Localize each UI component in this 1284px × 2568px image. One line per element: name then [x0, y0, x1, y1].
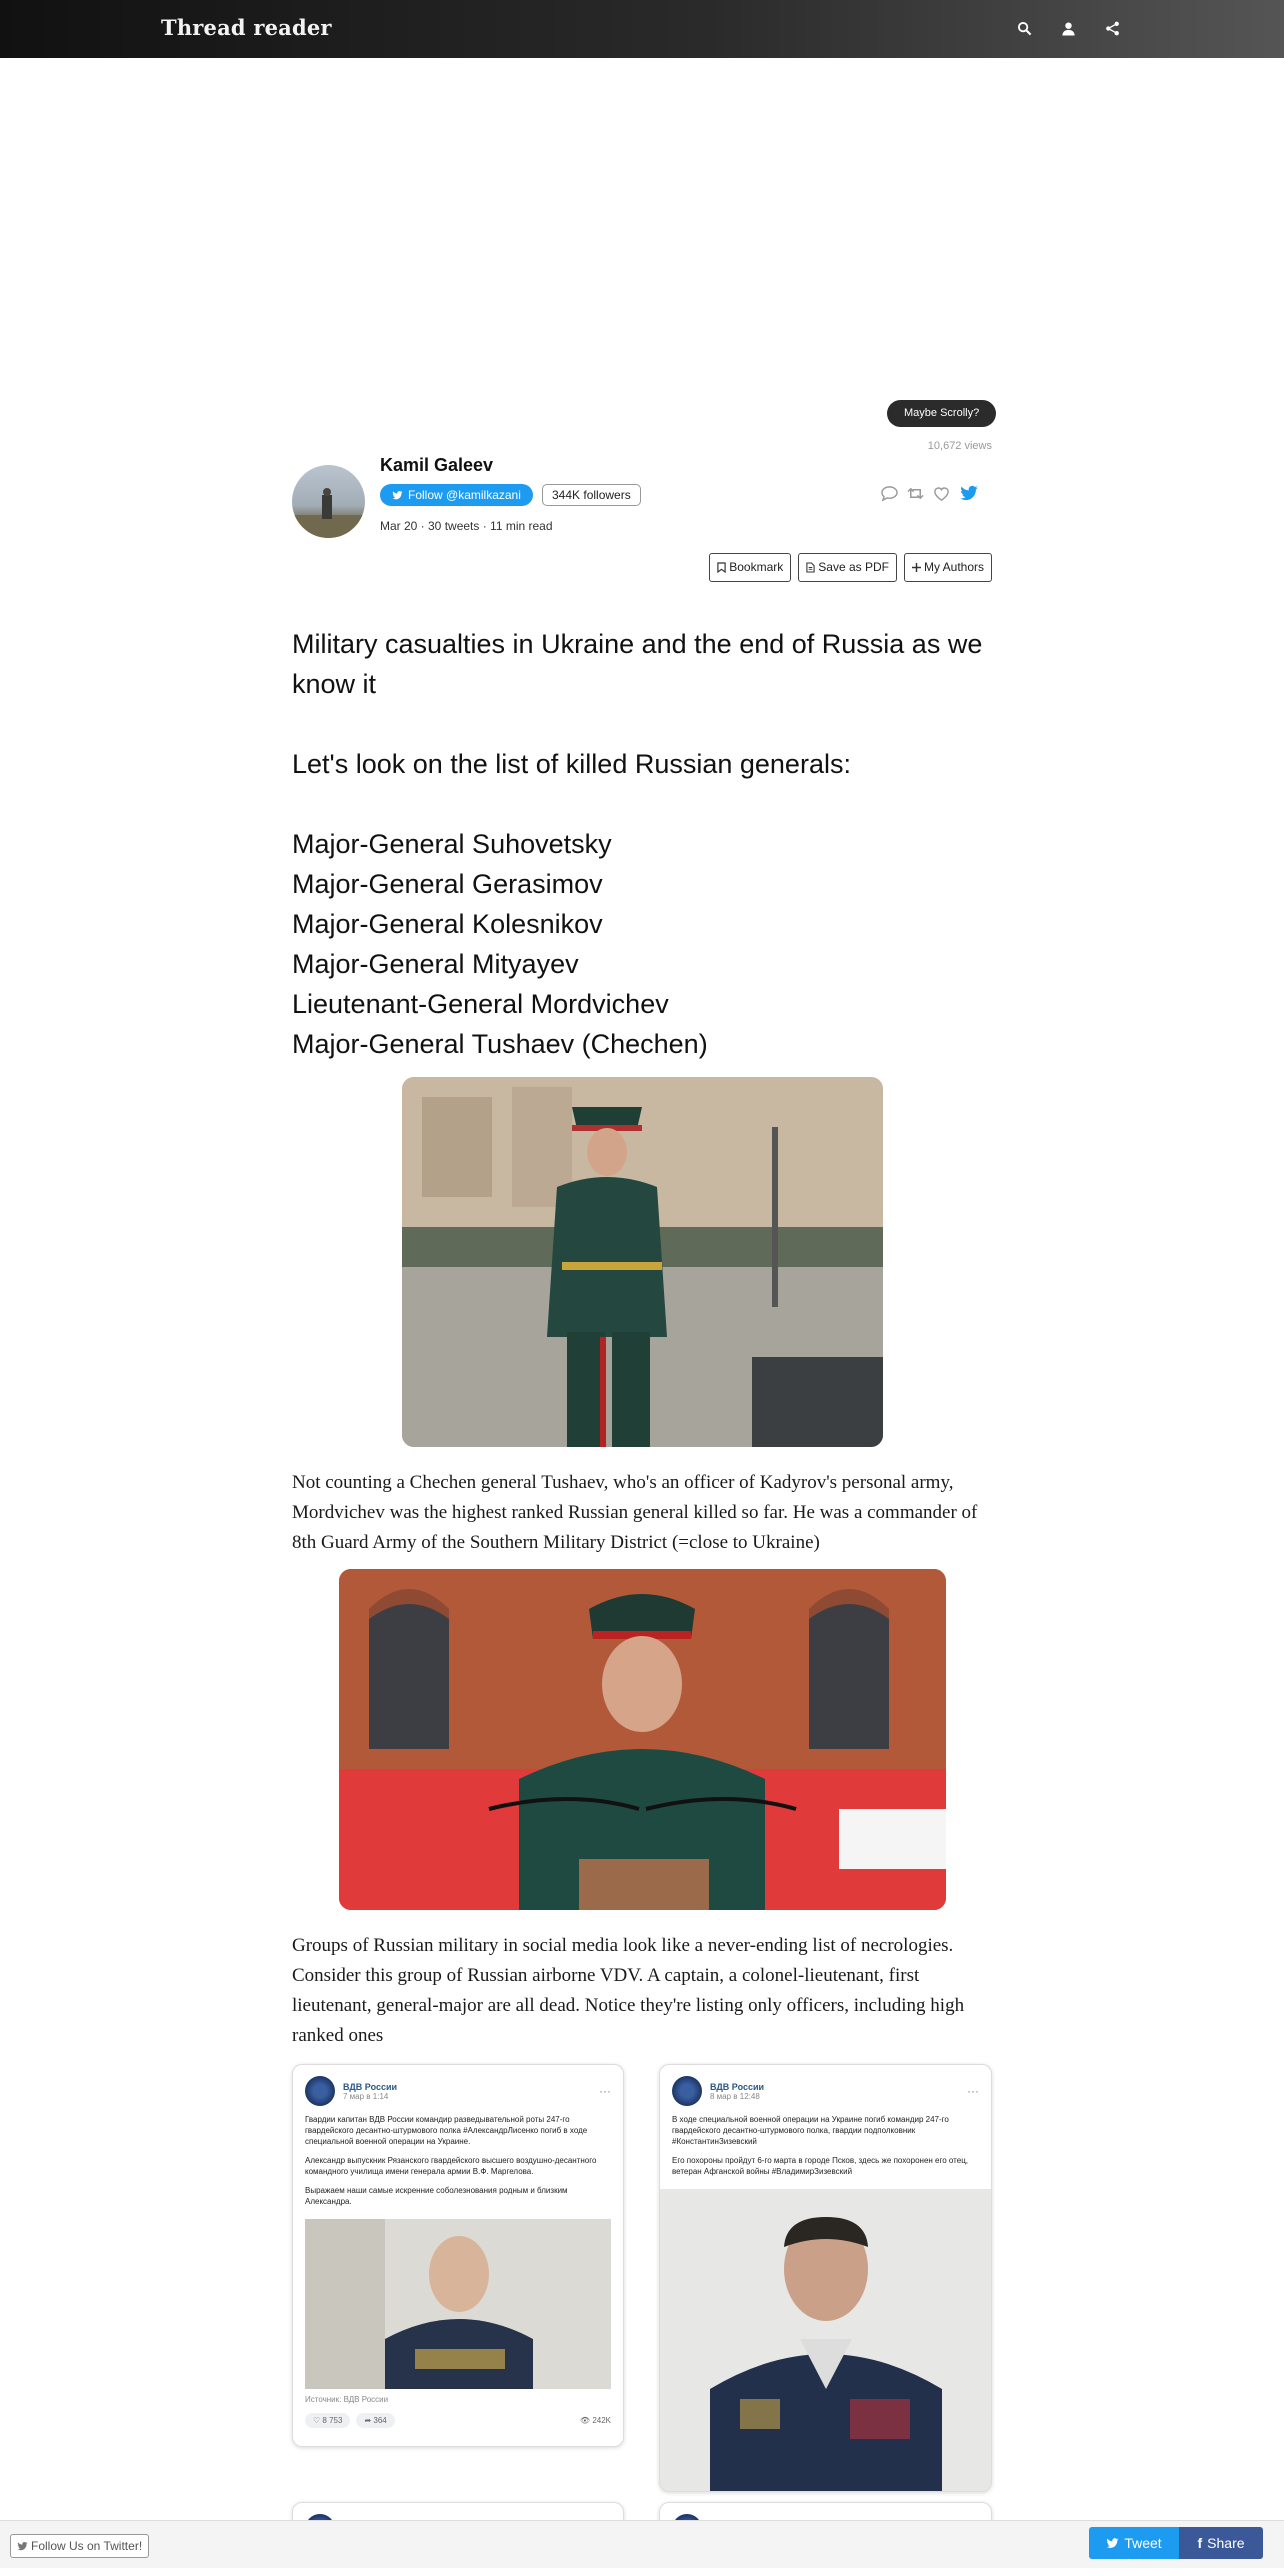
share-buttons — [1089, 2527, 1263, 2559]
lead-tweet — [292, 624, 992, 1064]
tweet-paragraph: Not counting a Chechen general Tushaev, who's an officer of Kadyrov's personal army, Mordvichev was the highest ranked Russian general killed so far. He was a commander of 8th Guard Army of the Southern Military District (=close to Ukraine) — [292, 1472, 978, 1553]
general-saluting-photo[interactable] — [402, 1077, 883, 1447]
top-bar — [0, 0, 1284, 58]
post-paragraph: Гвардии капитан ВДВ России командир разведывательной роты 247-го гвардейского десантно-штурмового полка #АлександрЛисенко погиб в ходе специальной военной операции на Украине. — [305, 2115, 588, 2146]
likes-count: ♡ 8 753 — [305, 2413, 350, 2428]
ad-space — [292, 70, 992, 380]
more-icon: ··· — [599, 2084, 611, 2098]
pdf-file-icon — [806, 562, 815, 573]
author-avatar[interactable] — [292, 465, 365, 538]
my-authors-label: My Authors — [923, 560, 984, 574]
follow-us-button[interactable] — [10, 2534, 149, 2558]
post-paragraph: В ходе специальной военной операции на Украине погиб командир 247-го гвардейского десантно-штурмового полка, гвардии подполковник #КонстантинЗизевский — [672, 2115, 949, 2146]
group-avatar — [305, 2076, 335, 2106]
follow-us-label: Follow Us on Twitter! — [31, 2539, 143, 2553]
share-icon[interactable] — [1102, 18, 1122, 38]
search-icon[interactable] — [1014, 18, 1034, 38]
my-authors-button[interactable] — [904, 553, 992, 582]
tweet-paragraph: Groups of Russian military in social media look like a never-ending list of necrologies. Consider this group of Russian airborne VDV. A captain, a colonel-lieutenant, first lieutenant, general-major are all dead. Notice they're listing only officers, including high ranked ones — [292, 1935, 965, 2046]
group-avatar — [672, 2076, 702, 2106]
follow-twitter-button[interactable] — [380, 484, 533, 506]
reply-icon[interactable] — [880, 485, 899, 502]
more-icon: ··· — [967, 2084, 979, 2098]
twitter-bird-icon — [1106, 2537, 1119, 2550]
top-icons — [1014, 18, 1122, 38]
twitter-bird-icon — [17, 2541, 28, 2552]
post-text — [660, 2110, 991, 2189]
post-source: Источник: ВДВ России — [305, 2395, 389, 2404]
follow-label: Follow @kamilkazani — [408, 488, 521, 502]
thread-meta: Mar 20 · 30 tweets · 11 min read — [380, 519, 553, 533]
general-item: Major-General Tushaev (Chechen) — [292, 1029, 708, 1059]
save-pdf-label: Save as PDF — [818, 560, 889, 574]
post-date: 8 мар в 12:48 — [710, 2091, 760, 2101]
group-name: ВДВ России — [343, 2081, 398, 2092]
general-item: Major-General Gerasimov — [292, 869, 603, 899]
save-pdf-button[interactable] — [798, 553, 897, 582]
document-buttons — [709, 553, 992, 582]
group-name: ВДВ России — [710, 2081, 765, 2092]
views-count: 👁 242K — [579, 2416, 611, 2425]
twitter-link-icon[interactable] — [958, 484, 980, 503]
post-footer — [293, 2410, 623, 2431]
followers-badge: 344K followers — [542, 484, 641, 506]
user-icon[interactable] — [1058, 18, 1078, 38]
vk-post-card[interactable] — [292, 2064, 624, 2447]
post-date: 7 мар в 1:14 — [343, 2091, 389, 2101]
plus-icon — [912, 563, 921, 572]
general-item: Major-General Kolesnikov — [292, 909, 603, 939]
post-paragraph: Выражаем наши самые искренние соболезнования родным и близким Александра. — [305, 2186, 568, 2206]
tweet-label: Tweet — [1124, 2535, 1162, 2551]
general-item: Lieutenant-General Mordvichev — [292, 989, 669, 1019]
tweet-actions — [880, 484, 980, 503]
twitter-bird-icon — [392, 490, 403, 501]
officer-portrait — [660, 2189, 991, 2492]
general-item: Major-General Suhovetsky — [292, 829, 612, 859]
retweet-icon[interactable] — [906, 485, 925, 502]
thread-intro: Let's look on the list of killed Russian generals: — [292, 749, 851, 779]
post-paragraph: Его похороны пройдут 6-го марта в городе Псков, здесь же похоронен его отец, ветеран Афганской войны #ВладимирЗизевский — [672, 2156, 968, 2176]
vk-post-card[interactable] — [659, 2064, 992, 2492]
bookmark-label: Bookmark — [729, 560, 784, 574]
officer-portrait — [305, 2219, 611, 2389]
shares-count: ➦ 364 — [356, 2413, 394, 2428]
general-item: Major-General Mityayev — [292, 949, 579, 979]
bookmark-icon — [717, 562, 726, 573]
facebook-icon: f — [1197, 2535, 1203, 2551]
bookmark-button[interactable] — [709, 553, 791, 582]
author-name[interactable]: Kamil Galeev — [380, 455, 494, 475]
tweet-button[interactable] — [1089, 2527, 1179, 2559]
thread-title: Military casualties in Ukraine and the end of Russia as we know it — [292, 629, 983, 699]
like-icon[interactable] — [932, 485, 951, 502]
post-header — [293, 2065, 623, 2110]
maybe-scrolly-button[interactable]: Maybe Scrolly? — [887, 400, 996, 427]
site-logo[interactable]: Thread reader — [161, 15, 332, 40]
facebook-share-button[interactable] — [1179, 2527, 1263, 2559]
view-count: 10,672 views — [927, 440, 992, 452]
post-header — [660, 2065, 991, 2110]
share-label: Share — [1207, 2535, 1245, 2551]
post-paragraph: Александр выпускник Рязанского гвардейского высшего воздушно-десантного командного училища имени генерала армии В.Ф. Маргелова. — [305, 2156, 597, 2176]
general-podium-photo[interactable] — [339, 1569, 946, 1910]
post-text — [293, 2110, 623, 2219]
